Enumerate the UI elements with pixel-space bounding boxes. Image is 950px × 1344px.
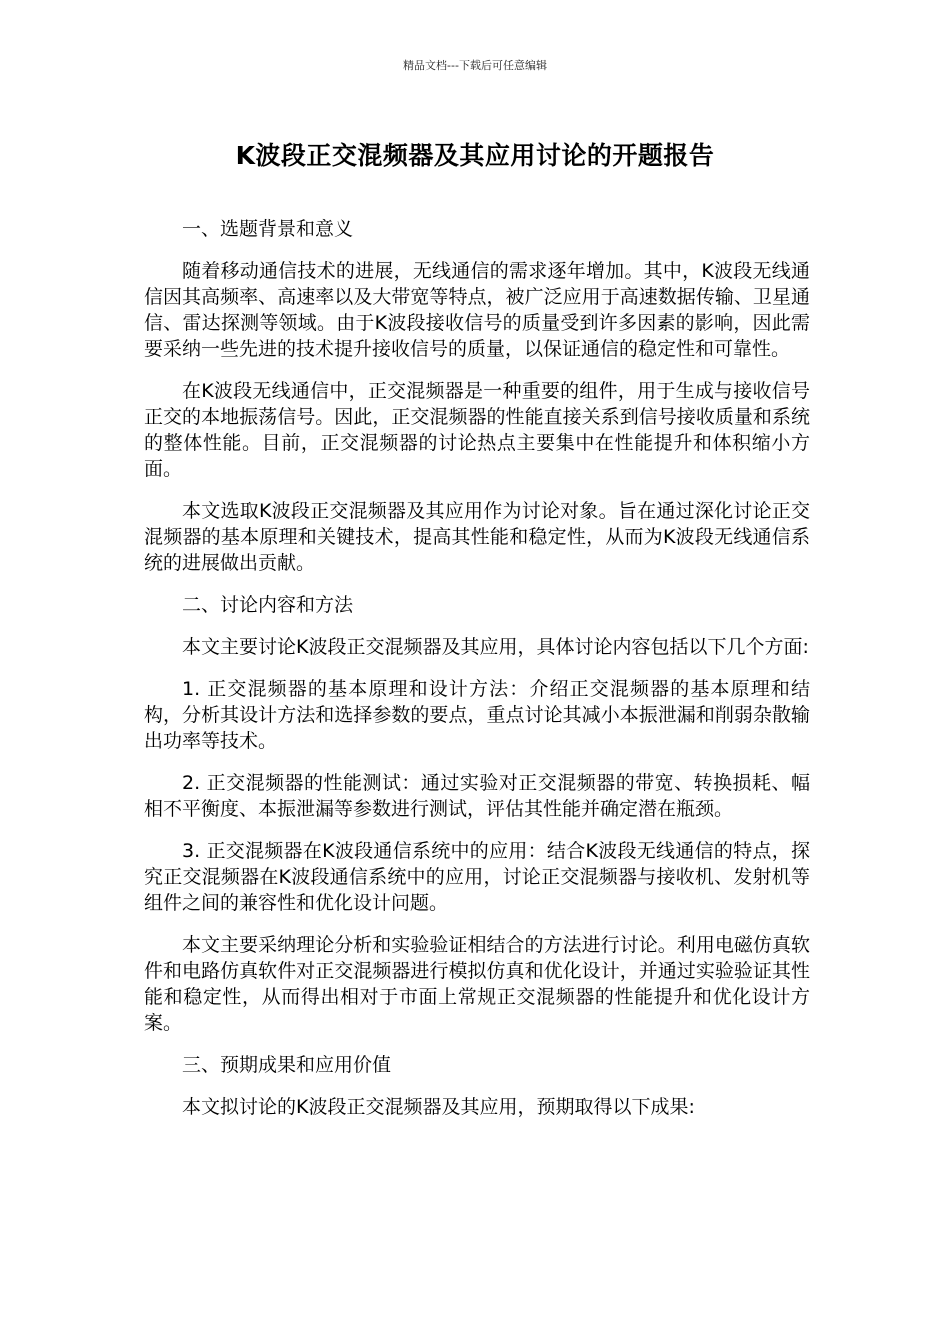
section-heading-content-method: 二、讨论内容和方法 — [182, 594, 354, 616]
paragraph-expected-results: 本文拟讨论的K波段正交混频器及其应用，预期取得以下成果: — [182, 1096, 695, 1118]
paragraph-background-3: 本文选取K波段正交混频器及其应用作为讨论对象。旨在通过深化讨论正交混频器的基本原理和关键技术，提高其性能和稳定性，从而为K波段无线通信系统的进展做出贡献。 — [144, 500, 810, 574]
list-item-principle-design: 1. 正交混频器的基本原理和设计方法：介绍正交混频器的基本原理和结构，分析其设计方法和选择参数的要点，重点讨论其减小本振泄漏和削弱杂散输出功率等技术。 — [144, 678, 810, 752]
paragraph-content-intro: 本文主要讨论K波段正交混频器及其应用，具体讨论内容包括以下几个方面: — [182, 636, 809, 658]
list-item-application: 3. 正交混频器在K波段通信系统中的应用：结合K波段无线通信的特点，探究正交混频器在K波段通信系统中的应用，讨论正交混频器与接收机、发射机等组件之间的兼容性和优化设计问题。 — [144, 840, 810, 914]
header-note: 精品文档---下载后可任意编辑 — [403, 59, 547, 72]
document-title: K波段正交混频器及其应用讨论的开题报告 — [235, 141, 715, 170]
paragraph-method: 本文主要采纳理论分析和实验验证相结合的方法进行讨论。利用电磁仿真软件和电路仿真软件对正交混频器进行模拟仿真和优化设计，并通过实验验证其性能和稳定性，从而得出相对于市面上常规正交混频器的性能提升和优化设计方案。 — [144, 934, 810, 1034]
section-heading-background: 一、选题背景和意义 — [182, 218, 354, 240]
paragraph-background-2: 在K波段无线通信中，正交混频器是一种重要的组件，用于生成与接收信号正交的本地振荡信号。因此，正交混频器的性能直接关系到信号接收质量和系统的整体性能。目前，正交混频器的讨论热点主要集中在性能提升和体积缩小方面。 — [144, 380, 810, 480]
paragraph-background-1: 随着移动通信技术的进展，无线通信的需求逐年增加。其中，K波段无线通信因其高频率、高速率以及大带宽等特点，被广泛应用于高速数据传输、卫星通信、雷达探测等领域。由于K波段接收信号的质量受到许多因素的影响，因此需要采纳一些先进的技术提升接收信号的质量，以保证通信的稳定性和可靠性。 — [144, 260, 810, 360]
list-item-performance-test: 2. 正交混频器的性能测试：通过实验对正交混频器的带宽、转换损耗、幅相不平衡度、本振泄漏等参数进行测试，评估其性能并确定潜在瓶颈。 — [144, 772, 810, 820]
document-body — [144, 216, 810, 1136]
section-heading-expected-results: 三、预期成果和应用价值 — [182, 1054, 392, 1076]
